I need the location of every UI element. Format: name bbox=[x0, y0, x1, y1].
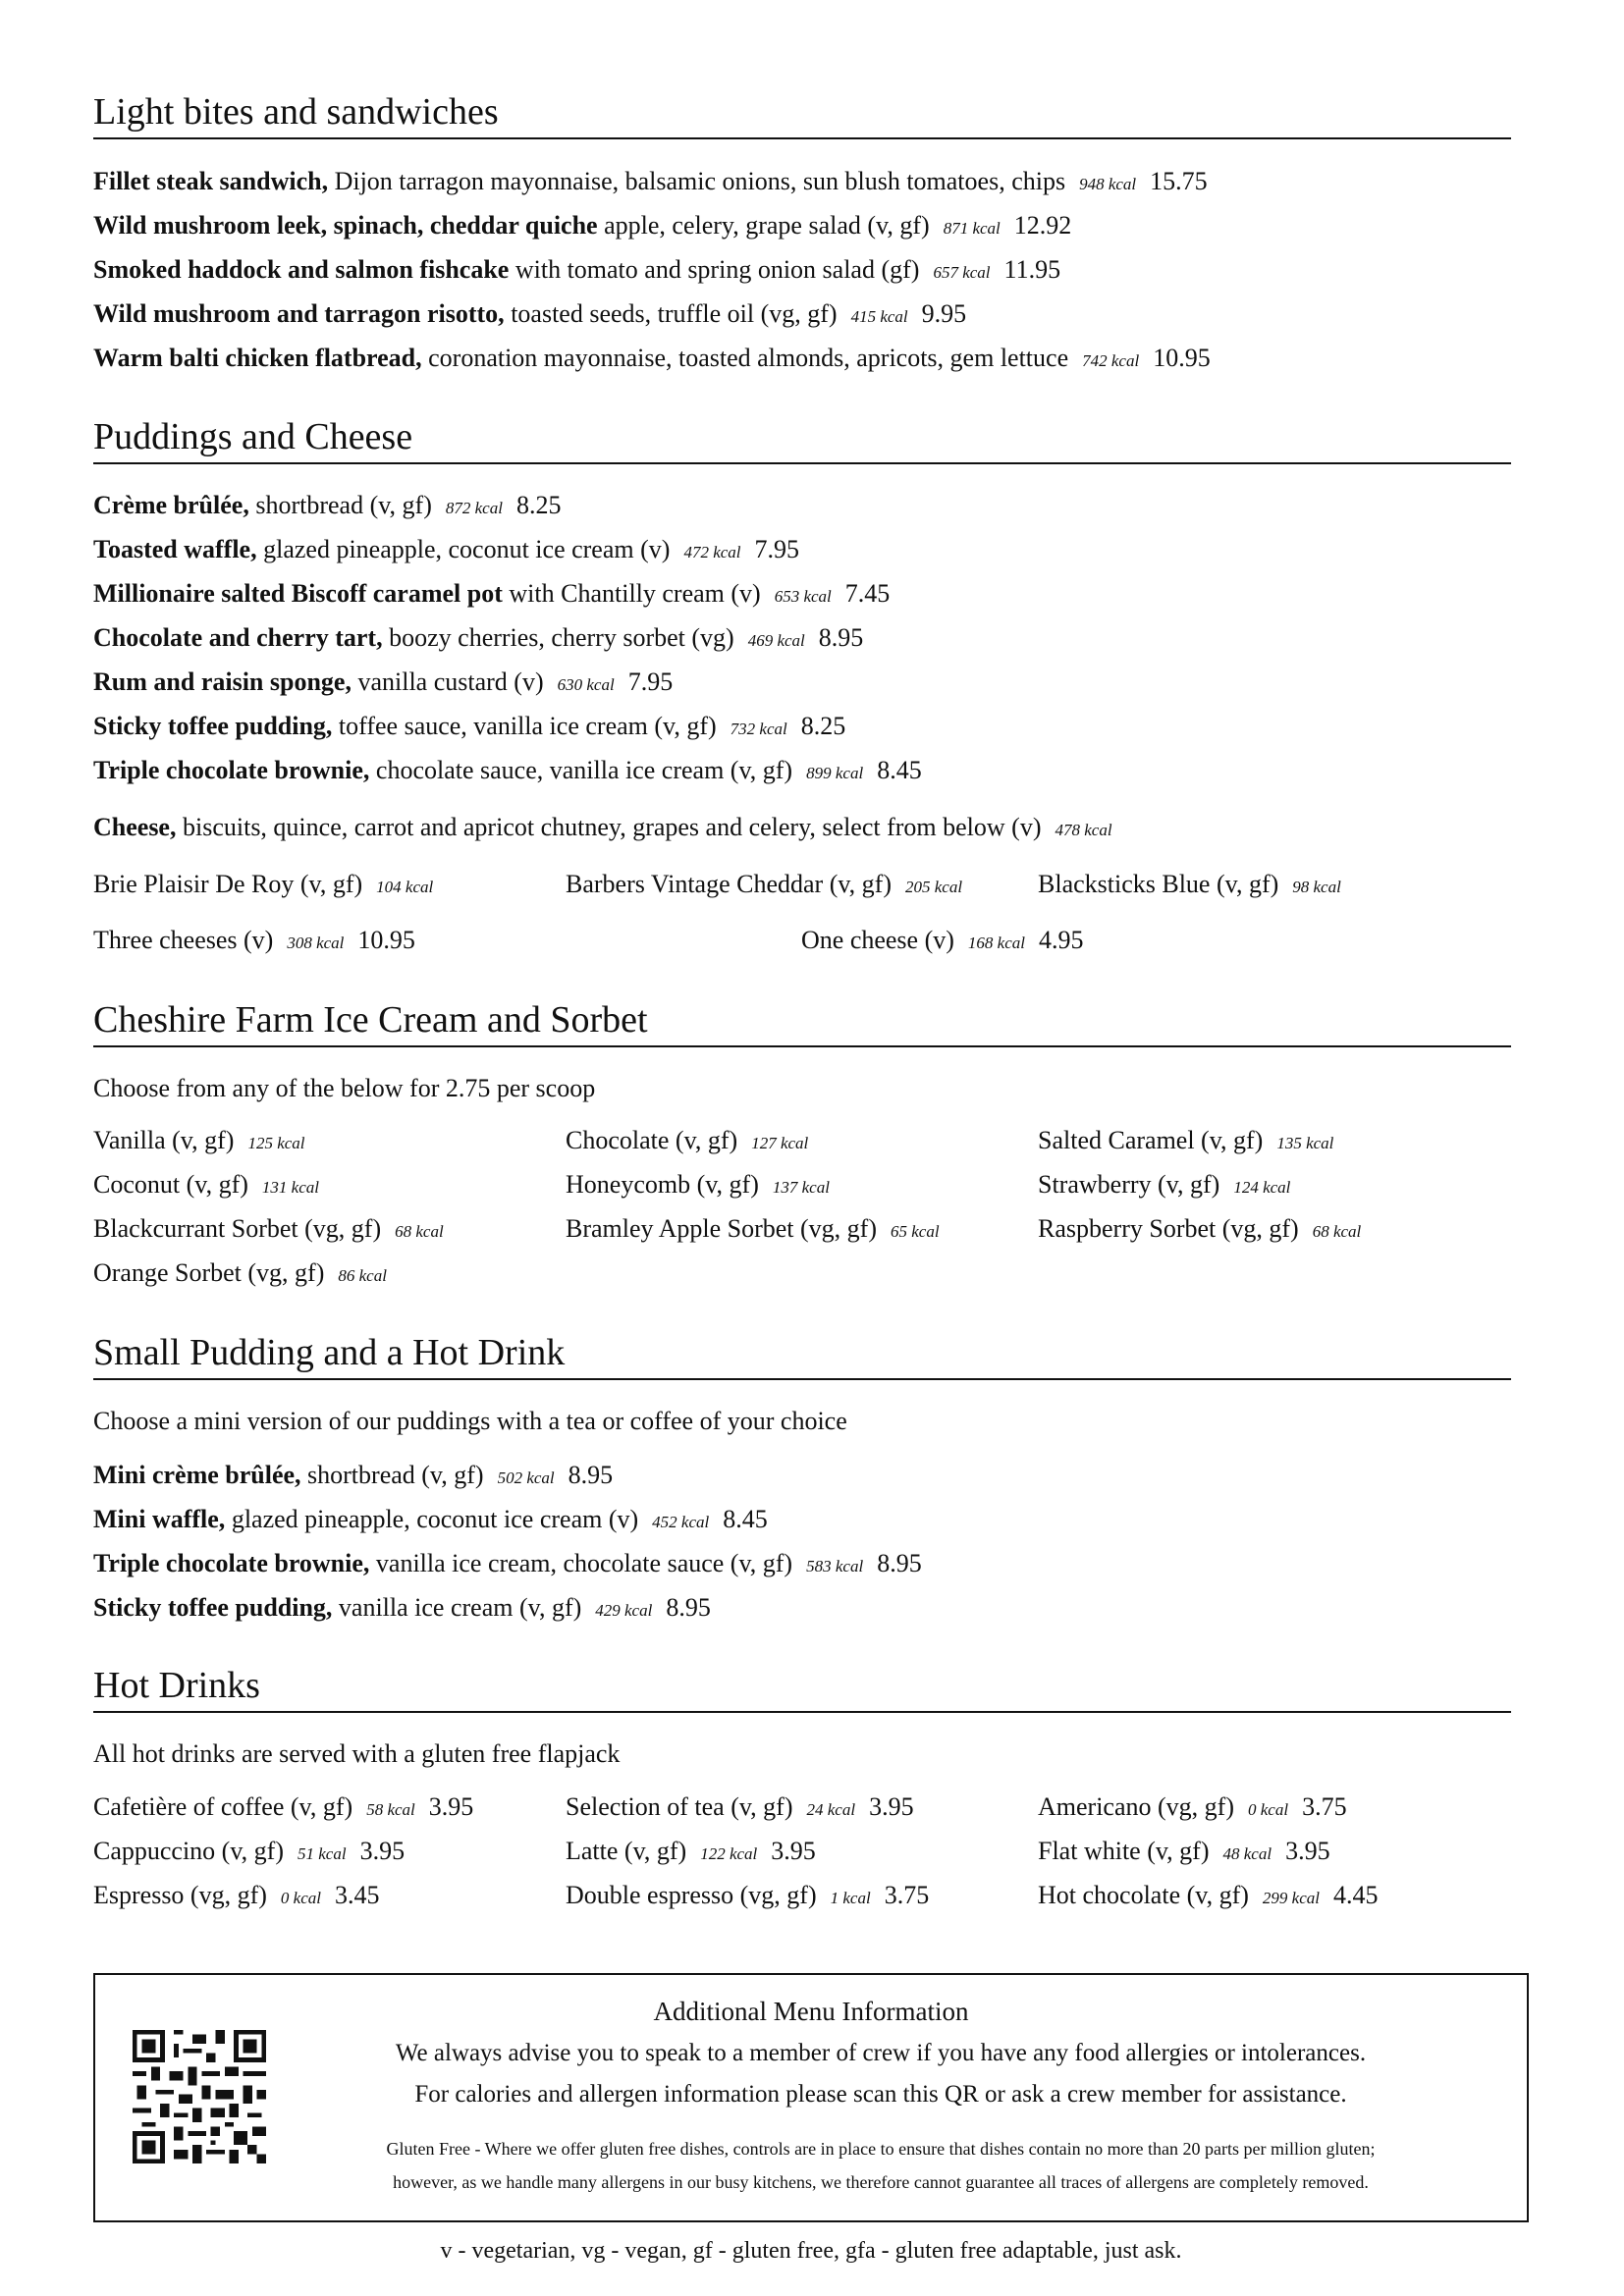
hot-drink-price: 4.45 bbox=[1332, 1881, 1379, 1909]
ice-cream-flavour-kcal: 65 kcal bbox=[891, 1222, 940, 1241]
item-name: Wild mushroom leek, spinach, cheddar quiche bbox=[93, 211, 598, 240]
ice-cream-flavour-name: Honeycomb (v, gf) bbox=[566, 1170, 759, 1199]
option-kcal: 308 kcal bbox=[287, 934, 345, 952]
item-description: with tomato and spring onion salad (gf) bbox=[514, 255, 920, 284]
section-title: Hot Drinks bbox=[93, 1664, 1511, 1713]
item-kcal: 415 kcal bbox=[850, 307, 908, 326]
menu-item bbox=[93, 255, 1060, 288]
cheese-kcal: 98 kcal bbox=[1292, 878, 1341, 896]
item-description: glazed pineapple, coconut ice cream (v) bbox=[231, 1505, 639, 1533]
ice-cream-flavour-name: Raspberry Sorbet (vg, gf) bbox=[1038, 1214, 1299, 1243]
hot-drink-price: 3.95 bbox=[1285, 1837, 1330, 1865]
item-description: toffee sauce, vanilla ice cream (v, gf) bbox=[338, 712, 717, 740]
hot-drink bbox=[566, 1881, 929, 1913]
ice-cream-flavour bbox=[566, 1214, 953, 1247]
item-price: 12.92 bbox=[1013, 211, 1072, 240]
ice-cream-flavour bbox=[93, 1214, 458, 1247]
menu-item bbox=[93, 1505, 768, 1537]
item-description: chocolate sauce, vanilla ice cream (v, gf) bbox=[375, 756, 793, 784]
item-description: vanilla ice cream, chocolate sauce (v, gf) bbox=[375, 1549, 793, 1577]
ice-cream-flavour-kcal: 135 kcal bbox=[1276, 1134, 1334, 1152]
item-description: vanilla ice cream (v, gf) bbox=[338, 1593, 582, 1622]
section-title: Puddings and Cheese bbox=[93, 415, 1511, 464]
menu-item bbox=[93, 712, 845, 744]
gluten-free-line-1: Gluten Free - Where we offer gluten free dishes, controls are in place to ensure that dishes contain no more than 20 parts per million gluten; bbox=[386, 2139, 1376, 2159]
item-kcal: 472 kcal bbox=[683, 543, 741, 561]
item-name: Smoked haddock and salmon fishcake bbox=[93, 255, 510, 284]
hot-drink bbox=[93, 1881, 380, 1913]
allergen-info-box bbox=[93, 1973, 1529, 2222]
section-hot-drinks bbox=[93, 1664, 1511, 1713]
item-name: Triple chocolate brownie, bbox=[93, 1549, 370, 1577]
ice-cream-flavour-kcal: 127 kcal bbox=[751, 1134, 809, 1152]
hot-drink-kcal: 0 kcal bbox=[1247, 1800, 1289, 1819]
option-price: 10.95 bbox=[357, 926, 415, 954]
menu-item bbox=[93, 623, 863, 656]
ice-cream-flavour-name: Bramley Apple Sorbet (vg, gf) bbox=[566, 1214, 877, 1243]
hot-drink-name: Flat white (v, gf) bbox=[1038, 1837, 1210, 1865]
item-name: Warm balti chicken flatbread, bbox=[93, 344, 422, 372]
cheese-item bbox=[93, 813, 1126, 845]
hot-drink-price: 3.95 bbox=[428, 1792, 474, 1821]
menu-item bbox=[93, 491, 561, 523]
hot-drink-kcal: 24 kcal bbox=[806, 1800, 856, 1819]
item-name: Triple chocolate brownie, bbox=[93, 756, 370, 784]
item-description: shortbread (v, gf) bbox=[255, 491, 432, 519]
ice-cream-flavour-kcal: 124 kcal bbox=[1233, 1178, 1291, 1197]
hot-drink bbox=[566, 1792, 914, 1825]
hot-drink-kcal: 48 kcal bbox=[1222, 1844, 1272, 1863]
item-name: Mini waffle, bbox=[93, 1505, 226, 1533]
item-name: Rum and raisin sponge, bbox=[93, 667, 352, 696]
hot-drink-kcal: 122 kcal bbox=[700, 1844, 758, 1863]
item-kcal: 872 kcal bbox=[445, 499, 503, 517]
item-kcal: 948 kcal bbox=[1079, 175, 1137, 193]
item-price: 8.95 bbox=[666, 1593, 711, 1622]
ice-cream-flavour-kcal: 137 kcal bbox=[772, 1178, 830, 1197]
item-name: Mini crème brûlée, bbox=[93, 1461, 301, 1489]
hot-drink bbox=[1038, 1881, 1378, 1913]
item-kcal: 871 kcal bbox=[943, 219, 1001, 238]
option-name: One cheese (v) bbox=[801, 926, 954, 954]
item-description: glazed pineapple, coconut ice cream (v) bbox=[263, 535, 671, 563]
menu-item bbox=[93, 344, 1211, 376]
hot-drinks-note: All hot drinks are served with a gluten free flapjack bbox=[93, 1739, 621, 1768]
hot-drink-kcal: 299 kcal bbox=[1262, 1889, 1320, 1907]
hot-drink-name: Cafetière of coffee (v, gf) bbox=[93, 1792, 353, 1821]
menu-item bbox=[93, 667, 673, 700]
menu-item bbox=[93, 535, 799, 567]
hot-drink-kcal: 58 kcal bbox=[366, 1800, 415, 1819]
hot-drink-kcal: 1 kcal bbox=[830, 1889, 871, 1907]
hot-drink bbox=[93, 1792, 473, 1825]
item-name: Sticky toffee pudding, bbox=[93, 1593, 333, 1622]
menu-item bbox=[93, 167, 1208, 199]
ice-cream-flavour-kcal: 68 kcal bbox=[1312, 1222, 1362, 1241]
item-description: with Chantilly cream (v) bbox=[509, 579, 761, 608]
ice-cream-flavour bbox=[1038, 1126, 1347, 1158]
item-description: vanilla custard (v) bbox=[357, 667, 544, 696]
ice-cream-flavour-kcal: 68 kcal bbox=[395, 1222, 444, 1241]
item-name: Millionaire salted Biscoff caramel pot bbox=[93, 579, 503, 608]
cheese-kcal: 104 kcal bbox=[376, 878, 434, 896]
item-price: 7.95 bbox=[754, 535, 800, 563]
item-description: shortbread (v, gf) bbox=[307, 1461, 484, 1489]
hot-drink-name: Selection of tea (v, gf) bbox=[566, 1792, 793, 1821]
ice-cream-flavour bbox=[566, 1170, 843, 1202]
cheese-name: Brie Plaisir De Roy (v, gf) bbox=[93, 870, 363, 898]
item-kcal: 899 kcal bbox=[806, 764, 864, 782]
section-small-pudding bbox=[93, 1331, 1511, 1380]
ice-cream-flavour-name: Salted Caramel (v, gf) bbox=[1038, 1126, 1264, 1154]
hot-drink-name: Hot chocolate (v, gf) bbox=[1038, 1881, 1249, 1909]
ice-cream-flavour-kcal: 86 kcal bbox=[338, 1266, 387, 1285]
item-name: Cheese, bbox=[93, 813, 177, 841]
item-kcal: 452 kcal bbox=[652, 1513, 710, 1531]
ice-cream-flavour-name: Coconut (v, gf) bbox=[93, 1170, 248, 1199]
item-price: 8.25 bbox=[800, 712, 846, 740]
hot-drink-price: 3.95 bbox=[771, 1837, 816, 1865]
ice-cream-flavour-name: Orange Sorbet (vg, gf) bbox=[93, 1258, 325, 1287]
menu-item bbox=[93, 756, 922, 788]
item-name: Wild mushroom and tarragon risotto, bbox=[93, 299, 505, 328]
hot-drink-kcal: 51 kcal bbox=[297, 1844, 347, 1863]
cheese-name: Blacksticks Blue (v, gf) bbox=[1038, 870, 1279, 898]
hot-drink bbox=[1038, 1837, 1330, 1869]
item-name: Crème brûlée, bbox=[93, 491, 249, 519]
item-price: 7.45 bbox=[844, 579, 891, 608]
item-kcal: 630 kcal bbox=[557, 675, 615, 694]
hot-drink-name: Latte (v, gf) bbox=[566, 1837, 687, 1865]
cheese-name: Barbers Vintage Cheddar (v, gf) bbox=[566, 870, 892, 898]
cheese-price-option bbox=[93, 926, 415, 958]
menu-item bbox=[93, 1593, 711, 1626]
item-kcal: 478 kcal bbox=[1055, 821, 1112, 839]
item-kcal: 469 kcal bbox=[747, 631, 805, 650]
hot-drink-kcal: 0 kcal bbox=[280, 1889, 321, 1907]
qr-code-icon[interactable] bbox=[133, 2030, 266, 2163]
item-description: apple, celery, grape salad (v, gf) bbox=[604, 211, 930, 240]
hot-drink-price: 3.95 bbox=[869, 1792, 914, 1821]
item-kcal: 653 kcal bbox=[774, 587, 832, 606]
item-kcal: 742 kcal bbox=[1082, 351, 1140, 370]
item-price: 10.95 bbox=[1153, 344, 1211, 372]
item-price: 8.95 bbox=[568, 1461, 614, 1489]
gluten-free-line-2: however, as we handle many allergens in our busy kitchens, we therefore cannot guarantee all traces of allergens are completely removed. bbox=[393, 2172, 1369, 2192]
item-price: 8.25 bbox=[515, 491, 562, 519]
cheese-price-option bbox=[801, 926, 1084, 958]
section-title: Small Pudding and a Hot Drink bbox=[93, 1331, 1511, 1380]
section-light-bites bbox=[93, 90, 1511, 139]
dietary-key: v - vegetarian, vg - vegan, gf - gluten free, gfa - gluten free adaptable, just ask. bbox=[440, 2238, 1182, 2264]
info-title: Additional Menu Information bbox=[653, 1997, 969, 2026]
item-description: coronation mayonnaise, toasted almonds, apricots, gem lettuce bbox=[428, 344, 1069, 372]
item-description: biscuits, quince, carrot and apricot chutney, grapes and celery, select from below (v) bbox=[182, 813, 1042, 841]
ice-cream-flavour bbox=[1038, 1170, 1304, 1202]
item-price: 8.45 bbox=[723, 1505, 768, 1533]
cheese-kcal: 205 kcal bbox=[905, 878, 963, 896]
item-name: Sticky toffee pudding, bbox=[93, 712, 333, 740]
hot-drink-name: Cappuccino (v, gf) bbox=[93, 1837, 284, 1865]
hot-drink-price: 3.95 bbox=[359, 1837, 406, 1865]
cheese-option bbox=[93, 870, 447, 902]
item-name: Fillet steak sandwich, bbox=[93, 167, 329, 195]
hot-drink bbox=[1038, 1792, 1347, 1825]
item-kcal: 732 kcal bbox=[730, 720, 787, 738]
option-kcal: 168 kcal bbox=[967, 934, 1025, 952]
item-name: Chocolate and cherry tart, bbox=[93, 623, 383, 652]
cheese-option bbox=[1038, 870, 1355, 902]
section-ice-cream bbox=[93, 998, 1511, 1047]
ice-cream-flavour-name: Blackcurrant Sorbet (vg, gf) bbox=[93, 1214, 382, 1243]
item-price: 11.95 bbox=[1003, 255, 1061, 284]
hot-drink-name: Americano (vg, gf) bbox=[1038, 1792, 1234, 1821]
ice-cream-note: Choose from any of the below for 2.75 per scoop bbox=[93, 1074, 596, 1102]
item-price: 9.95 bbox=[921, 299, 967, 328]
item-price: 8.95 bbox=[877, 1549, 922, 1577]
item-kcal: 583 kcal bbox=[806, 1557, 864, 1575]
ice-cream-flavour-kcal: 131 kcal bbox=[261, 1178, 319, 1197]
ice-cream-flavour-name: Chocolate (v, gf) bbox=[566, 1126, 738, 1154]
calorie-info: For calories and allergen information please scan this QR or ask a crew member for assistance. bbox=[414, 2081, 1347, 2108]
item-price: 15.75 bbox=[1150, 167, 1208, 195]
section-title: Light bites and sandwiches bbox=[93, 90, 1511, 139]
item-price: 7.95 bbox=[627, 667, 674, 696]
hot-drink bbox=[566, 1837, 816, 1869]
item-price: 8.95 bbox=[818, 623, 864, 652]
hot-drink-price: 3.75 bbox=[1302, 1792, 1347, 1821]
option-price: 4.95 bbox=[1039, 926, 1084, 954]
allergy-advice: We always advise you to speak to a member of crew if you have any food allergies or intolerances. bbox=[395, 2040, 1367, 2066]
menu-item bbox=[93, 1461, 613, 1493]
hot-drink bbox=[93, 1837, 405, 1869]
hot-drink-name: Double espresso (vg, gf) bbox=[566, 1881, 817, 1909]
ice-cream-flavour-name: Strawberry (v, gf) bbox=[1038, 1170, 1220, 1199]
item-description: boozy cherries, cherry sorbet (vg) bbox=[389, 623, 734, 652]
cheese-option bbox=[566, 870, 976, 902]
ice-cream-flavour bbox=[1038, 1214, 1375, 1247]
item-name: Toasted waffle, bbox=[93, 535, 257, 563]
section-title: Cheshire Farm Ice Cream and Sorbet bbox=[93, 998, 1511, 1047]
hot-drink-price: 3.45 bbox=[335, 1881, 380, 1909]
gluten-free-notice bbox=[292, 2132, 1470, 2199]
menu-item bbox=[93, 579, 890, 612]
menu-item bbox=[93, 1549, 922, 1581]
section-puddings bbox=[93, 415, 1511, 464]
item-kcal: 429 kcal bbox=[595, 1601, 653, 1620]
ice-cream-flavour bbox=[93, 1126, 319, 1158]
item-kcal: 657 kcal bbox=[933, 263, 991, 282]
ice-cream-flavour bbox=[566, 1126, 822, 1158]
item-description: Dijon tarragon mayonnaise, balsamic onions, sun blush tomatoes, chips bbox=[334, 167, 1066, 195]
item-kcal: 502 kcal bbox=[497, 1468, 555, 1487]
ice-cream-flavour bbox=[93, 1258, 401, 1291]
option-name: Three cheeses (v) bbox=[93, 926, 274, 954]
item-price: 8.45 bbox=[877, 756, 922, 784]
ice-cream-flavour bbox=[93, 1170, 333, 1202]
menu-item bbox=[93, 299, 966, 332]
hot-drink-name: Espresso (vg, gf) bbox=[93, 1881, 267, 1909]
menu-item bbox=[93, 211, 1071, 243]
small-pudding-note: Choose a mini version of our puddings with a tea or coffee of your choice bbox=[93, 1407, 847, 1435]
item-description: toasted seeds, truffle oil (vg, gf) bbox=[511, 299, 838, 328]
hot-drink-price: 3.75 bbox=[884, 1881, 930, 1909]
ice-cream-flavour-kcal: 125 kcal bbox=[247, 1134, 305, 1152]
ice-cream-flavour-name: Vanilla (v, gf) bbox=[93, 1126, 235, 1154]
